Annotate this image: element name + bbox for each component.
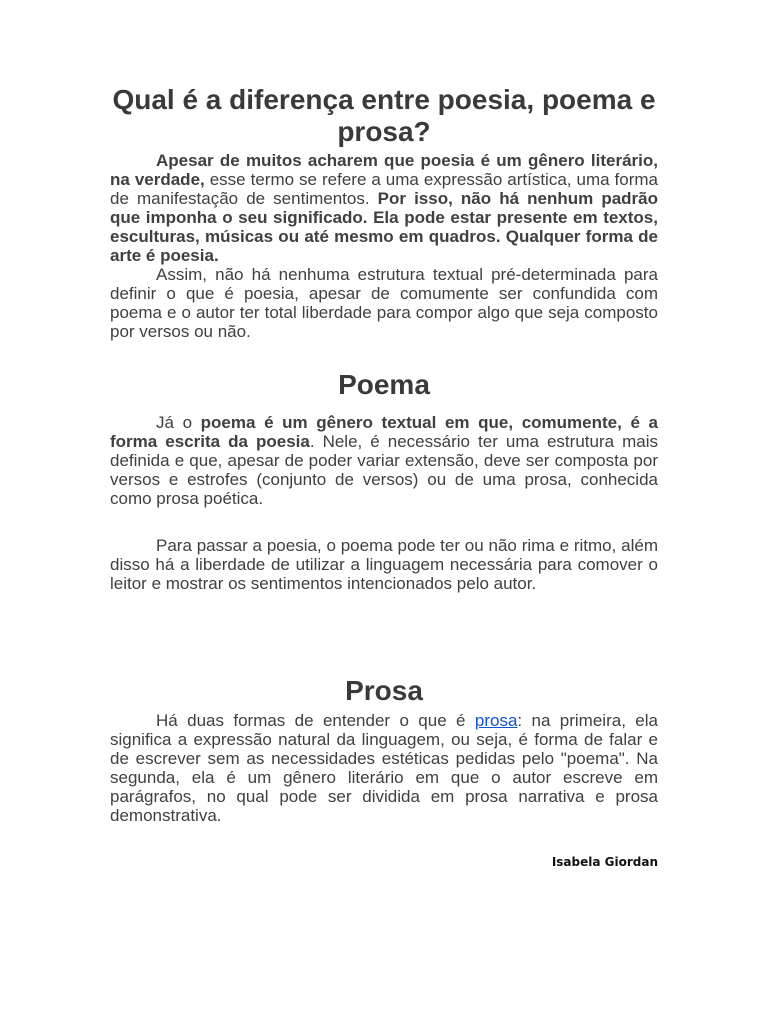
prosa-paragraph-1 (110, 711, 658, 825)
poema-bold-definition: poema é um gênero textual em que, comumente, é a forma escrita da poesia (110, 413, 658, 451)
author-signature: Isabela Giordan (551, 855, 658, 869)
prosa-link[interactable]: prosa (474, 711, 518, 730)
prosa-text-lead: Há duas formas de entender o que é (156, 711, 475, 730)
poema-text-tail: . Nele, é necessário ter uma estrutura mais definida e que, apesar de poder variar extensão, deve ser composta por versos e estrofes (conjunto de versos) ou de uma prosa, conhecida como prosa poética. (110, 432, 658, 508)
intro-text: esse termo se refere a uma expressão artística, uma forma de manifestação de sentimentos. (110, 170, 658, 208)
poema-text-lead: Já o (156, 413, 201, 432)
document-page (110, 84, 658, 872)
page-title: Qual é a diferença entre poesia, poema e prosa? (112, 84, 656, 147)
poema-paragraph-2: Para passar a poesia, o poema pode ter ou não rima e ritmo, além disso há a liberdade de utilizar a linguagem necessária para comover o leitor e mostrar os sentimentos intencionados pelo autor. (110, 536, 658, 593)
prosa-text-tail: : na primeira, ela significa a expressão natural da linguagem, ou seja, é forma de falar e de escrever sem as necessidades estéticas pedidas pelo "poema". Na segunda, ela é um gênero literário em que o autor escreve em parágrafos, no qual pode ser dividida em prosa narrativa e prosa demonstrativa. (110, 711, 658, 825)
intro-bold-lead: Apesar de muitos acharem que poesia é um gênero literário, na verdade, (110, 151, 658, 189)
intro-bold-tail: Por isso, não há nenhum padrão que imponha o seu significado. Ela pode estar presente em textos, esculturas, músicas ou até mesmo em quadros. Qualquer forma de arte é poesia. (110, 189, 659, 265)
poema-paragraph-1 (110, 413, 658, 508)
intro-paragraph-1 (110, 151, 658, 265)
intro-paragraph-2: Assim, não há nenhuma estrutura textual pré-determinada para definir o que é poesia, apesar de comumente ser confundida com poema e o autor ter total liberdade para compor algo que seja composto por versos ou não. (110, 265, 658, 341)
section-heading-prosa: Prosa (345, 675, 423, 706)
section-heading-poema: Poema (338, 369, 430, 400)
